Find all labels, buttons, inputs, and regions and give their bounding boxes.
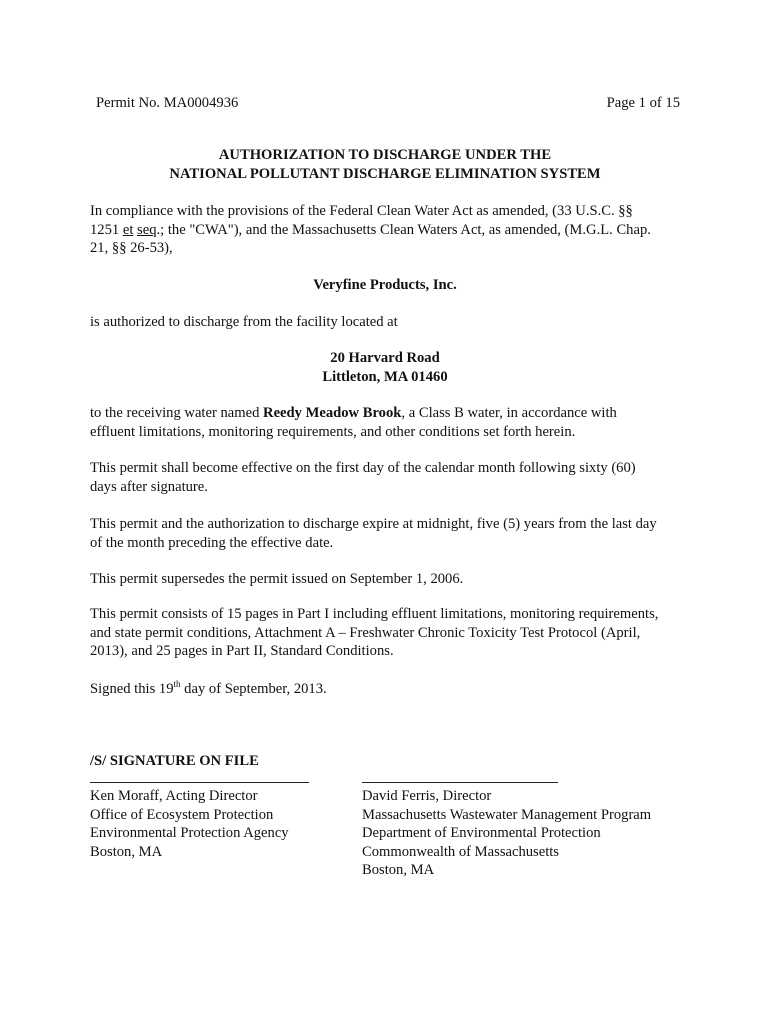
signed-suffix: day of September, 2013.	[180, 681, 327, 697]
signed-prefix: Signed this 19	[90, 681, 174, 697]
signature-line-left	[90, 782, 309, 783]
signature-on-file: /S/ SIGNATURE ON FILE	[90, 753, 259, 769]
et-text: et	[122, 221, 134, 238]
intro-line-1: In compliance with the provisions of the Federal Clean Water Act as amended, (33 U.S.C. §§	[90, 203, 633, 219]
signatory-right-location: Boston, MA	[362, 862, 435, 878]
signatory-left-agency: Environmental Protection Agency	[90, 825, 289, 841]
signatory-left-name: Ken Moraff, Acting Director	[90, 788, 258, 804]
address-line-1: 20 Harvard Road	[330, 350, 440, 366]
receiving-line-1	[90, 404, 690, 423]
expiry-paragraph	[90, 515, 690, 552]
signatory-right-program: Massachusetts Wastewater Management Program	[362, 806, 652, 823]
expiry-line-2: of the month preceding the effective date.	[90, 534, 334, 551]
authorized-text: is authorized to discharge from the facility located at	[90, 314, 398, 330]
signed-sup: th	[173, 679, 181, 689]
intro-text: 1251	[90, 221, 123, 238]
signatory-right	[362, 787, 651, 880]
signatory-left-location: Boston, MA	[90, 843, 163, 860]
intro-text-cont: .; the "CWA"), and the Massachusetts Clean Waters Act, as amended, (M.G.L. Chap.	[156, 221, 651, 238]
intro-line-2	[90, 221, 690, 240]
seq-text: seq	[137, 221, 157, 238]
effective-paragraph	[90, 459, 690, 496]
consists-line-1: This permit consists of 15 pages in Part I including effluent limitations, monitoring requirements,	[90, 606, 659, 622]
consists-line-3: 2013), and 25 pages in Part II, Standard Conditions.	[90, 643, 394, 659]
consists-line-2: and state permit conditions, Attachment A – Freshwater Chronic Toxicity Test Protocol (April,	[90, 624, 641, 641]
permit-number: Permit No. MA0004936	[96, 95, 239, 111]
signed-date	[90, 680, 690, 699]
address-line-2: Littleton, MA 01460	[322, 368, 448, 385]
receiving-suffix: , a Class B water, in accordance with	[401, 405, 617, 421]
signatory-right-commonwealth: Commonwealth of Massachusetts	[362, 843, 559, 860]
intro-line-3: 21, §§ 26-53),	[90, 240, 173, 256]
supersedes-paragraph: This permit supersedes the permit issued on September 1, 2006.	[90, 571, 464, 587]
intro-paragraph	[90, 202, 690, 258]
effective-line-1: This permit shall become effective on the first day of the calendar month following sixty (60)	[90, 460, 636, 476]
page-indicator: Page 1 of 15	[606, 95, 680, 111]
signatory-right-name: David Ferris, Director	[362, 788, 492, 804]
facility-address	[0, 349, 770, 386]
signatory-left	[90, 787, 289, 861]
effective-line-2: days after signature.	[90, 478, 208, 495]
receiving-water-name: Reedy Meadow Brook	[263, 405, 402, 421]
receiving-water-paragraph	[90, 404, 690, 441]
expiry-line-1: This permit and the authorization to discharge expire at midnight, five (5) years from the last day	[90, 516, 657, 532]
signature-line-right	[362, 782, 558, 783]
document-title	[0, 146, 770, 183]
permittee-name: Veryfine Products, Inc.	[313, 277, 457, 293]
title-line-1: AUTHORIZATION TO DISCHARGE UNDER THE	[218, 147, 552, 163]
title-line-2: NATIONAL POLLUTANT DISCHARGE ELIMINATION SYSTEM	[169, 165, 601, 182]
receiving-prefix: to the receiving water named	[90, 405, 264, 421]
signatory-right-department: Department of Environmental Protection	[362, 825, 601, 841]
consists-paragraph	[90, 605, 690, 661]
signatory-left-office: Office of Ecosystem Protection	[90, 806, 274, 823]
receiving-line-2: effluent limitations, monitoring requirements, and other conditions set forth herein.	[90, 423, 576, 440]
